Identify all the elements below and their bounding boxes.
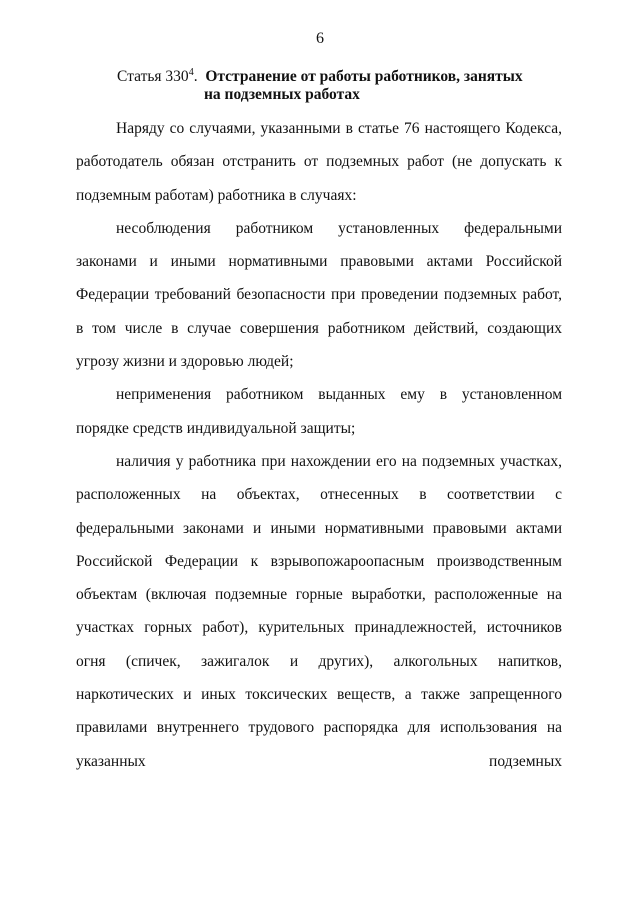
paragraph-intro: Наряду со случаями, указанными в статье 76 настоящего Кодекса, работодатель обязан отстранить от подземных работ (не допускать к подземным работам) работника в случаях: <box>76 120 562 204</box>
article-label-superscript: 4 <box>188 66 194 78</box>
article-label-dot: . <box>193 68 198 85</box>
article-label: Статья 330 <box>117 68 189 85</box>
paragraph-protective-equipment: неприменения работником выданных ему в установленном порядке средств индивидуальной защиты; <box>76 386 562 437</box>
article-heading <box>117 68 587 104</box>
article-title-line1: Отстранение от работы работников, занятых <box>205 68 523 85</box>
article-body <box>76 112 562 778</box>
paragraph-prohibited-items: наличия у работника при нахождении его на подземных участках, расположенных на объектах, отнесенных в соответствии с федеральными законами и иными нормативными правовыми актами Российской Федерации к взрывопожароопасным производственным объектам (включая подземные горные выработки, расположенные на участках горных работ), курительных принадлежностей, источников огня (спичек, зажигалок и других), алкогольных напитков, наркотических и иных токсических веществ, а также запрещенного правилами внутреннего трудового распорядка для использования на указанных подземных <box>76 452 562 770</box>
page-number: 6 <box>316 30 324 47</box>
article-title-line2: на подземных работах <box>204 86 360 103</box>
paragraph-safety-requirements: несоблюдения работником установленных федеральными законами и иными нормативными правовыми актами Российской Федерации требований безопасности при проведении подземных работ, в том числе в случае совершения работником действий, создающих угрозу жизни и здоровью людей; <box>76 219 562 371</box>
